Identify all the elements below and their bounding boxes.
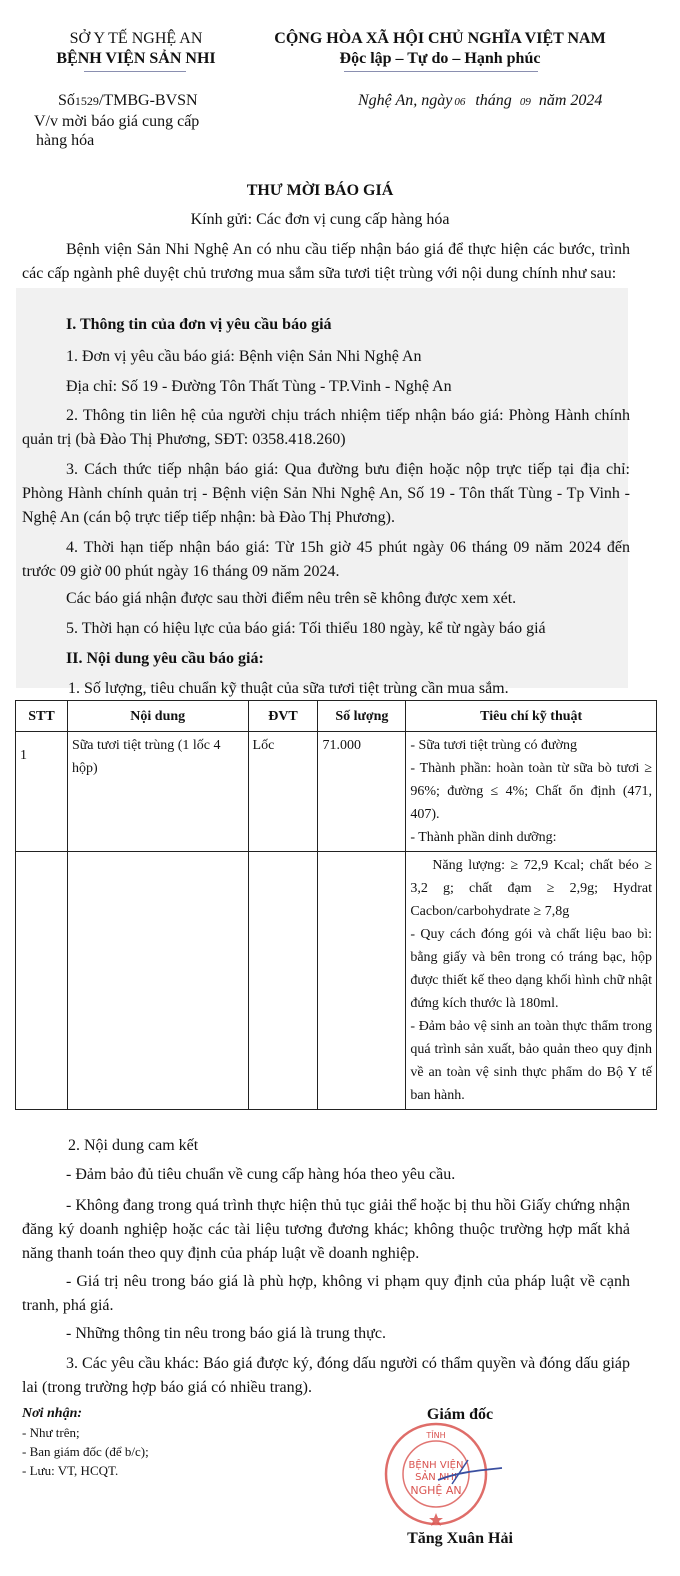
- national-motto: Độc lập – Tự do – Hạnh phúc: [339, 50, 541, 67]
- cell-criteria-part-1: [406, 732, 657, 852]
- section-1-item-4: 4. Thời hạn tiếp nhận báo giá: Từ 15h giờ 45 phút ngày 06 tháng 09 năm 2024 đến trước 09 giờ 00 phút ngày 16 tháng 09 năm 2024.: [22, 539, 630, 580]
- cell-empty: [67, 852, 248, 1110]
- hospital-name: BỆNH VIỆN SẢN NHI: [56, 50, 216, 67]
- section-1-item-3: 3. Cách thức tiếp nhận báo giá: Qua đường bưu điện hoặc nộp trực tiếp tại địa chỉ: Phòng Hành chính quản trị - Bệnh viện Sản Nhi Nghệ An, Số 19 - Tôn thất Tùng - Tp Vinh - Nghệ An (cán bộ trực tiếp tiếp nhận: bà Đào Thị Phương).: [22, 461, 630, 526]
- recipient-item: - Như trên;: [22, 1425, 80, 1440]
- commitment-item: - Đảm bảo đủ tiêu chuẩn về cung cấp hàng hóa theo yêu cầu.: [66, 1166, 456, 1183]
- specification-table: [15, 700, 657, 1110]
- cell-content: Sữa tươi tiệt trùng (1 lốc 4 hộp): [67, 732, 248, 852]
- column-header-unit: ĐVT: [248, 701, 318, 732]
- signer-role: Giám đốc: [426, 1406, 494, 1423]
- cell-stt: 1: [16, 732, 68, 852]
- header-left-rule: [84, 71, 186, 72]
- commitment-heading: 2. Nội dung cam kết: [68, 1137, 199, 1154]
- seal-text: NGHỆ AN: [410, 1484, 462, 1497]
- criteria-line: - Đảm bảo vệ sinh an toàn thực thẩm trong quá trình sản xuất, bảo quản theo quy định về an toàn vệ sinh thực phẩm do Bộ Y tế ban hành.: [410, 1019, 652, 1103]
- cell-empty: [318, 852, 406, 1110]
- column-header-stt: STT: [16, 701, 68, 732]
- document-number: Số1529/TMBG-BVSN: [58, 92, 198, 109]
- criteria-line: - Sữa tươi tiệt trùng có đường: [410, 738, 577, 753]
- section-1-item-2: 2. Thông tin liên hệ của người chịu trách nhiệm tiếp nhận báo giá: Phòng Hành chính quản trị (bà Đào Thị Phương, SĐT: 0358.418.260): [22, 407, 630, 448]
- document-date: Nghệ An, ngày 06 tháng 09 năm 2024: [358, 92, 603, 109]
- section-1-item-5: 5. Thời hạn có hiệu lực của báo giá: Tối thiểu 180 ngày, kể từ ngày báo giá: [66, 620, 546, 637]
- page-title: THƯ MỜI BÁO GIÁ: [246, 182, 394, 199]
- table-row: [16, 852, 657, 1110]
- section-1-address: Địa chỉ: Số 19 - Đường Tôn Thất Tùng - TP.Vinh - Nghệ An: [66, 378, 452, 395]
- column-header-content: Nội dung: [67, 701, 248, 732]
- column-header-criteria: Tiêu chí kỹ thuật: [406, 701, 657, 732]
- section-2-heading: II. Nội dung yêu cầu báo giá:: [66, 650, 264, 667]
- column-header-quantity: Số lượng: [318, 701, 406, 732]
- cell-criteria-part-2: [406, 852, 657, 1110]
- section-1-heading: I. Thông tin của đơn vị yêu cầu báo giá: [66, 316, 332, 333]
- late-submission-note: Các báo giá nhận được sau thời điểm nêu trên sẽ không được xem xét.: [66, 590, 517, 607]
- criteria-line: - Thành phần: hoàn toàn từ sữa bò tươi ≥ 96%; đường ≤ 4%; Chất ổn định (471, 407).: [410, 761, 652, 822]
- subject-line-1: V/v mời báo giá cung cấp: [34, 113, 200, 130]
- commitment-item: - Những thông tin nêu trong báo giá là trung thực.: [66, 1325, 386, 1342]
- table-header-row: [16, 701, 657, 732]
- seal-text: TỈNH: [426, 1431, 446, 1440]
- recipient-item: - Ban giám đốc (để b/c);: [22, 1444, 149, 1459]
- subject-line-2: hàng hóa: [36, 132, 95, 149]
- other-requirements: 3. Các yêu cầu khác: Báo giá được ký, đóng dấu người có thẩm quyền và đóng dấu giáp lai (trong trường hợp báo giá có nhiều trang).: [22, 1355, 630, 1396]
- table-row: [16, 732, 657, 852]
- section-2-item-1: 1. Số lượng, tiêu chuẩn kỹ thuật của sữa tươi tiệt trùng cần mua sắm.: [68, 680, 509, 697]
- commitment-item: - Không đang trong quá trình thực hiện thủ tục giải thể hoặc bị thu hồi Giấy chứng nhận đăng ký doanh nghiệp hoặc các tài liệu tương đương khác; không thuộc trường hợp mất khả năng thanh toán theo quy định của pháp luật về doanh nghiệp.: [22, 1197, 630, 1262]
- cell-quantity: 71.000: [318, 732, 406, 852]
- seal-text: SẢN NHI: [415, 1472, 457, 1483]
- agency-name: SỞ Y TẾ NGHỆ AN: [69, 30, 203, 47]
- criteria-line: - Thành phần dinh dưỡng:: [410, 830, 557, 845]
- signer-name: Tăng Xuân Hải: [407, 1530, 513, 1547]
- official-seal: [372, 1420, 504, 1528]
- greeting: Kính gửi: Các đơn vị cung cấp hàng hóa: [190, 211, 450, 228]
- nation-title: CỘNG HÒA XÃ HỘI CHỦ NGHĨA VIỆT NAM: [274, 30, 606, 47]
- intro-paragraph: Bệnh viện Sản Nhi Nghệ An có nhu cầu tiếp nhận báo giá để thực hiện các bước, trình các cấp ngành phê duyệt chủ trương mua sắm sữa tươi tiệt trùng với nội dung chính như sau:: [22, 241, 630, 282]
- cell-unit: Lốc: [248, 732, 318, 852]
- commitment-item: - Giá trị nêu trong báo giá là phù hợp, không vi phạm quy định của pháp luật về cạnh tranh, phá giá.: [22, 1273, 630, 1314]
- criteria-line: Năng lượng: ≥ 72,9 Kcal; chất béo ≥ 3,2 g; chất đạm ≥ 2,9g; Hydrat Cacbon/carbohydrate ≥ 7,8g: [410, 858, 652, 919]
- cell-empty: [16, 852, 68, 1110]
- recipients-label: Nơi nhận:: [22, 1406, 83, 1421]
- criteria-line: - Quy cách đóng gói và chất liệu bao bì: bằng giấy và bên trong có tráng bạc, hộp được thiết kế theo dạng khối hình chữ nhật đứng kích thước là 180ml.: [410, 927, 652, 1011]
- seal-text: BỆNH VIỆN: [408, 1460, 464, 1471]
- recipient-item: - Lưu: VT, HCQT.: [22, 1463, 119, 1478]
- section-1-item-1: 1. Đơn vị yêu cầu báo giá: Bệnh viện Sản Nhi Nghệ An: [66, 348, 422, 365]
- header-right-rule: [344, 71, 538, 72]
- cell-empty: [248, 852, 318, 1110]
